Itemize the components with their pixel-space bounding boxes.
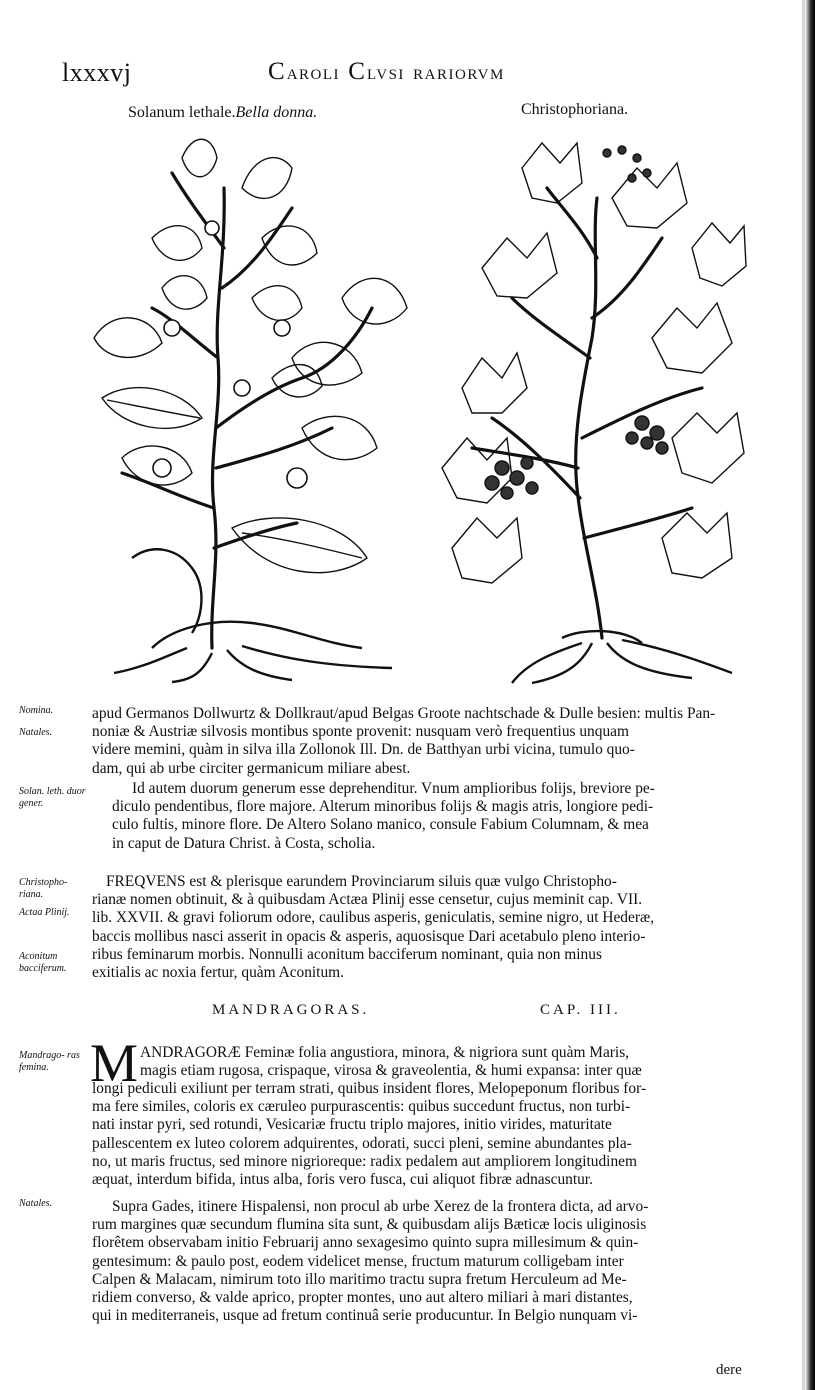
text-line: æquat, interdum bifida, intus alba, foris vero fusca, cui aliquot fibræ adnascuntur.: [92, 1171, 593, 1189]
chapter-number: CAP. III.: [540, 1002, 621, 1018]
running-head-word-1: AROLI: [286, 67, 341, 83]
caption-solanum: [128, 104, 317, 122]
section-title: MANDRAGORAS.: [212, 1002, 370, 1018]
text-line: in caput de Datura Christ. à Costa, scholia.: [112, 834, 376, 852]
paragraph-natales: [92, 1198, 752, 1325]
paragraph-nomina: [92, 705, 752, 778]
paragraph-christophoriana: [92, 873, 752, 982]
text-line: rum margines quæ secundum flumina sita sunt, & quibusdam alijs Bæticæ locis uliginosis: [92, 1216, 647, 1234]
text-line: Calpen & Malacam, nimirum toto illo maritimo tractu supra fretum Herculeum ad Me-: [92, 1270, 627, 1288]
margin-note-solanum-genera: Solan. leth. duor gener.: [19, 786, 86, 809]
text-line: Supra Gades, itinere Hispalensi, non procul ab urbe Xerez de la frontera dicta, ad arvo-: [112, 1198, 649, 1215]
text-line: rianæ nomen obtinuit, & à quibusdam Actæa Plinij esse censetur, cujus meminit cap. VII.: [92, 891, 643, 909]
text-line: florêtem observabam initio Februarij anno sexagesimo quinto supra millesimum & quin-: [92, 1234, 639, 1252]
caption-christophoriana: Christophoriana.: [521, 101, 629, 118]
running-head-initial-1: C: [268, 58, 287, 85]
page-edge: [805, 0, 815, 1390]
margin-note-natales-2: Natales.: [19, 1198, 53, 1209]
text-line: baccis mollibus nasci asserit in opacis & asperis, aquosisque Dari acetabulo pleno interio-: [92, 927, 646, 945]
caption-solanum-italic: Bella donna.: [235, 104, 318, 121]
text-line: ANDRAGORÆ Feminæ folia angustiora, minora, & nigriora sunt quàm Maris,: [140, 1044, 630, 1061]
text-line: ridiem converso, & valde aprico, propter montes, uno aut altero miliari à mari distantes,: [92, 1289, 633, 1307]
text-line: diculo pendentibus, flore majore. Alterum minoribus folijs & magis atris, longiore pedi-: [112, 798, 654, 816]
text-line: pallescentem ex luteo colorem adquirentes, odorati, succi pleni, semine abundantes pla-: [92, 1134, 632, 1152]
margin-note-mandragora-femina: Mandrago- ras femina.: [19, 1050, 80, 1073]
margin-note-actaea: Actaa Plinij.: [19, 907, 70, 918]
margin-note-christophoriana: Christopho- riana.: [19, 877, 68, 900]
text-line: no, ut maris fructus, sed minore nigrioreque: radix pedalem aut ampliorem longitudinem: [92, 1152, 637, 1170]
page-number: lxxxvj: [62, 58, 132, 87]
text-line: exitialis ac noxia fertur, quàm Aconitum.: [92, 964, 344, 982]
text-line: FREQVENS est & plerisque earundem Provinciarum siluis quæ vulgo Christopho-: [106, 873, 617, 890]
text-line: ribus feminarum morbis. Nonnulli aconitum bacciferum nominant, quia non minus: [92, 945, 602, 963]
text-line: apud Germanos Dollwurtz & Dollkraut/apud Belgas Groote nachtschade & Dulle besien: multis Pan-: [92, 705, 716, 722]
text-line: nati instar pyri, sed rotundi, Vesicariæ fructu triplo majores, initio virides, maturitate: [92, 1116, 612, 1134]
margin-note-nomina: Nomina.: [19, 705, 54, 716]
text-line: dam, qui ab urbe circiter germanicum miliare abest.: [92, 759, 411, 777]
text-line: ma fere similes, coloris ex cæruleo purpurascentis: quibus succedunt fructus, non turbi-: [92, 1098, 631, 1116]
drop-cap: M: [90, 1033, 139, 1093]
catchword: dere: [716, 1362, 742, 1378]
caption-solanum-roman: Solanum lethale.: [128, 104, 236, 121]
running-head-word-2: LVSI: [366, 67, 405, 83]
text-line: noniæ & Austriæ silvosis montibus sponte provenit: nusquam verò frequentius unquam: [92, 723, 629, 741]
text-line: magis etiam rugosa, crispaque, virosa & graveolentia, & humi expansa: inter quæ: [140, 1062, 642, 1080]
text-line: culo fultis, minore flore. De Altero Solano manico, consule Fabium Columnam, & mea: [112, 816, 649, 834]
text-line: gentesimum: & paulo post, eodem videlicet mense, fructum maturum colligebam inter: [92, 1252, 624, 1270]
paragraph-mandragora-lead: [140, 1044, 752, 1080]
text-line: lib. XXVII. & gravi foliorum odore, caulibus asperis, geniculatis, semine nigro, ut Hederæ,: [92, 909, 655, 927]
woodcut-solanum-lethale: [92, 128, 410, 684]
running-head-word-3: RARIORVM: [413, 67, 505, 83]
paragraph-mandragora-body: [92, 1080, 752, 1189]
running-head: [268, 58, 505, 86]
paragraph-genera: [92, 780, 752, 853]
text-line: qui in mediterraneis, usque ad fretum continuâ serie producuntur. In Belgio nunquam vi-: [92, 1307, 638, 1325]
text-line: videre memini, quàm in silva illa Zollonok Ill. Dn. de Batthyan urbi vicina, tumulo quo-: [92, 741, 635, 759]
running-head-initial-2: C: [348, 58, 367, 85]
margin-note-natales: Natales.: [19, 727, 53, 738]
text-line: Id autem duorum generum esse deprehenditur. Vnum amplioribus folijs, breviore pe-: [132, 780, 655, 797]
text-line: longi pediculi exiliunt per terram strati, quibus insident flores, Melopeponum floribus for-: [92, 1080, 647, 1097]
margin-note-aconitum: Aconitum bacciferum.: [19, 951, 67, 974]
woodcut-christophoriana: [432, 138, 748, 686]
